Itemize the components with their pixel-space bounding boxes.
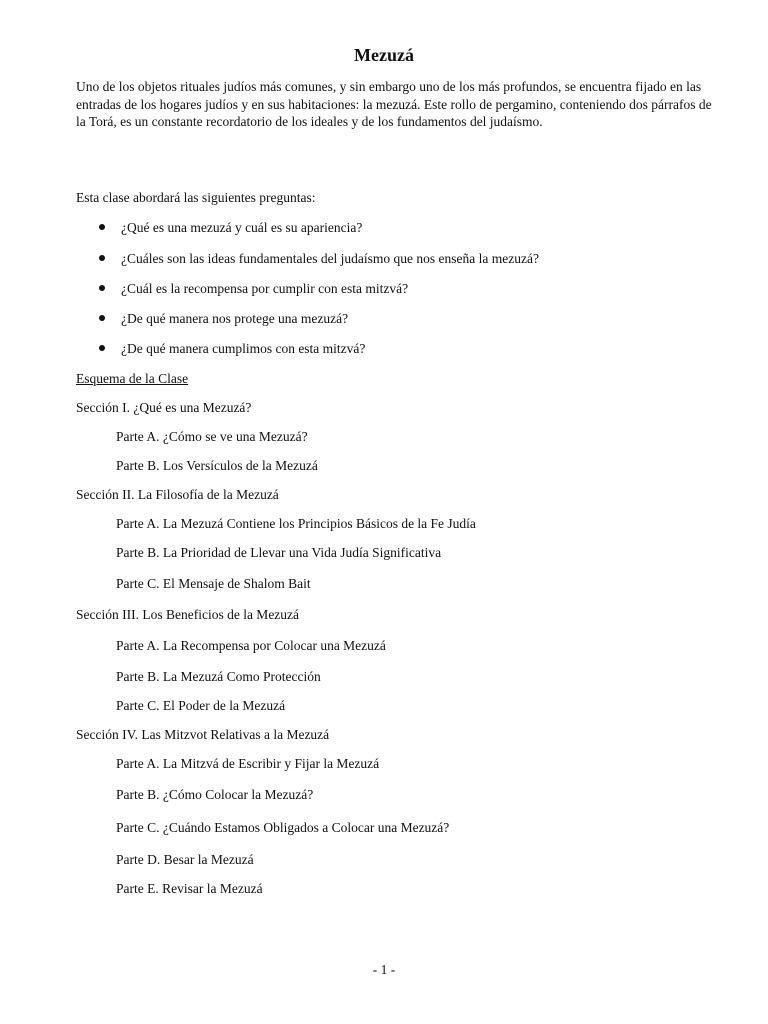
bullet-icon (99, 285, 105, 291)
list-item: ¿De qué manera nos protege una mezuzá? (121, 311, 349, 326)
part-item: Parte C. ¿Cuándo Estamos Obligados a Colocar una Mezuzá? (116, 820, 450, 835)
part-item: Parte B. Los Versículos de la Mezuzá (116, 458, 318, 473)
page-title: Mezuzá (354, 45, 414, 65)
section-title: Sección I. ¿Qué es una Mezuzá? (76, 400, 252, 415)
part-item: Parte A. La Mitzvá de Escribir y Fijar la Mezuzá (116, 756, 380, 771)
list-item: ¿De qué manera cumplimos con esta mitzvá? (121, 341, 366, 356)
part-item: Parte A. La Mezuzá Contiene los Principios Básicos de la Fe Judía (116, 516, 476, 531)
part-item: Parte C. El Mensaje de Shalom Bait (116, 576, 311, 591)
outline-heading: Esquema de la Clase (76, 371, 189, 386)
list-item: ¿Cuál es la recompensa por cumplir con esta mitzvá? (121, 281, 409, 296)
bullet-icon (99, 255, 105, 261)
section-title: Sección IV. Las Mitzvot Relativas a la Mezuzá (76, 727, 330, 742)
section-title: Sección II. La Filosofía de la Mezuzá (76, 487, 279, 502)
bullet-icon (99, 315, 105, 321)
page-number: - 1 - (372, 962, 396, 977)
bullet-icon (99, 224, 105, 230)
list-item: ¿Qué es una mezuzá y cuál es su apariencia? (121, 220, 363, 235)
section-title: Sección III. Los Beneficios de la Mezuzá (76, 607, 300, 622)
part-item: Parte C. El Poder de la Mezuzá (116, 698, 286, 713)
part-item: Parte B. La Mezuzá Como Protección (116, 669, 321, 684)
part-item: Parte D. Besar la Mezuzá (116, 852, 254, 867)
bullet-icon (99, 345, 105, 351)
part-item: Parte B. ¿Cómo Colocar la Mezuzá? (116, 787, 314, 802)
part-item: Parte B. La Prioridad de Llevar una Vida Judía Significativa (116, 545, 442, 560)
part-item: Parte A. La Recompensa por Colocar una Mezuzá (116, 638, 386, 653)
part-item: Parte E. Revisar la Mezuzá (116, 881, 263, 896)
questions-lead: Esta clase abordará las siguientes preguntas: (76, 190, 316, 205)
part-item: Parte A. ¿Cómo se ve una Mezuzá? (116, 429, 308, 444)
list-item: ¿Cuáles son las ideas fundamentales del judaísmo que nos enseña la mezuzá? (121, 251, 539, 266)
intro-paragraph: Uno de los objetos rituales judíos más comunes, y sin embargo uno de los más profundos, se encuentra fijado en las entradas de los hogares judíos y en sus habitaciones: la mezuzá. Este rollo de pergamino, conteniendo dos párrafos de la Torá, es un constante recordatorio de los ideales y de los fundamentos del judaísmo. (76, 79, 712, 129)
